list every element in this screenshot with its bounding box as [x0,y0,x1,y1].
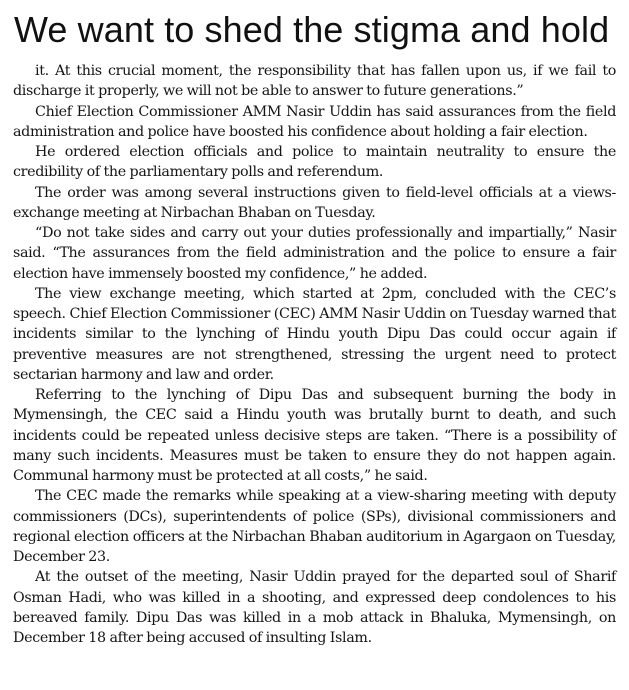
article-paragraph: The view exchange meeting, which started at 2pm, concluded with the CEC’s speech. Chief Election Commissioner (CEC) AMM Nasir Uddin on Tuesday warned that incidents similar to the lynching of Hindu youth Dipu Das could occur again if preventive measures are not strengthened, stressing the urgent need to protect sectarian harmony and law and order. [13,285,616,383]
article-paragraph: The order was among several instructions given to field-level officials at a views-exchange meeting at Nirbachan Bhaban on Tuesday. [13,184,616,221]
article-paragraph: it. At this crucial moment, the responsibility that has fallen upon us, if we fail to discharge it properly, we will not be able to answer to future generations.” [13,63,616,100]
article-headline: We want to shed the stigma and hold [14,9,610,50]
article-paragraph: “Do not take sides and carry out your duties professionally and impartially,” Nasir said. “The assurances from the field administration and the police to ensure a fair election have immensely boosted my confidence,” he added. [13,225,616,282]
article-paragraph: Chief Election Commissioner AMM Nasir Uddin has said assurances from the field administration and police have boosted his confidence about holding a fair election. [13,103,616,140]
article-paragraph: Referring to the lynching of Dipu Das and subsequent burning the body in Mymensingh, the CEC said a Hindu youth was brutally burnt to death, and such incidents could be repeated unless decisive steps are taken. “There is a possibility of many such incidents. Measures must be taken to ensure they do not happen again. Communal harmony must be protected at all costs,” he said. [13,387,616,484]
article-paragraph: The CEC made the remarks while speaking at a view-sharing meeting with deputy commissioners (DCs), superintendents of police (SPs), divisional commissioners and regional election officers at the Nirbachan Bhaban auditorium in Agargaon on Tuesday, December 23. [13,488,616,565]
article-paragraph: He ordered election officials and police to maintain neutrality to ensure the credibility of the parliamentary polls and referendum. [13,144,616,181]
article-body [13,61,616,648]
article-paragraph: At the outset of the meeting, Nasir Uddin prayed for the departed soul of Sharif Osman Hadi, who was killed in a shooting, and expressed deep condolences to his bereaved family. Dipu Das was killed in a mob attack in Bhaluka, Mymensingh, on December 18 after being accused of insulting Islam. [13,569,616,646]
